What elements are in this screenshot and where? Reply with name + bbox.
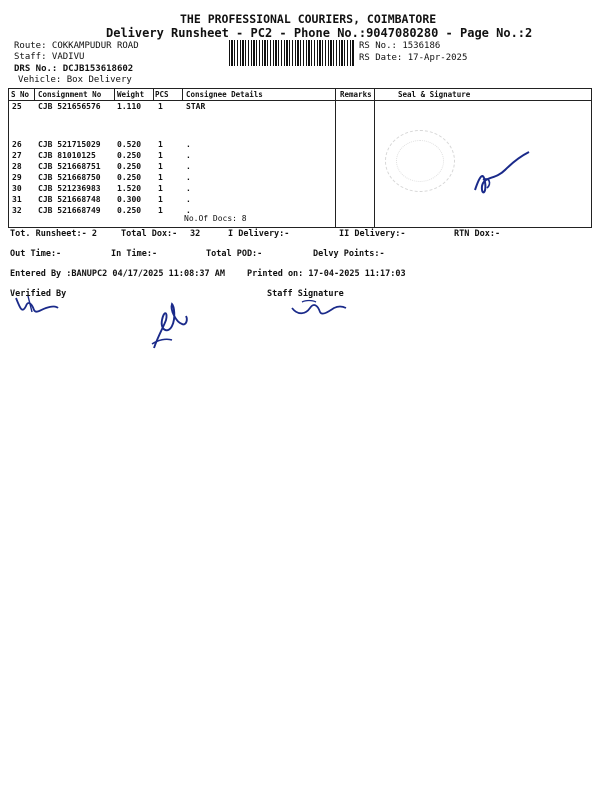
table-row-pcs: 1 [158,173,163,182]
table-row-sno: 28 [12,162,22,171]
barcode [229,40,355,66]
recipient-signature [465,150,535,200]
table-row-details: . [186,162,191,171]
table-row-weight: 0.250 [117,173,142,182]
table-row-weight: 0.520 [117,140,142,149]
total-dox-label: Total Dox:- [121,229,178,239]
table-row-consignment: CJB 521668749 [38,206,101,215]
staff-text: Staff: VADIVU [14,52,85,62]
delvy-points: Delvy Points:- [313,249,385,259]
table-row-weight: 0.300 [117,195,142,204]
table-row-pcs: 1 [158,162,163,171]
ii-delivery: II Delivery:- [339,229,406,239]
drs-number: DRS No.: DCJB153618602 [14,64,134,74]
verifier-signature-1 [12,292,62,320]
total-pod: Total POD:- [206,249,263,259]
table-row-sno: 30 [12,184,22,193]
table-row-sno: 29 [12,173,22,182]
table-row-pcs: 1 [158,184,163,193]
table-row-sno: 25 [12,102,22,111]
table-row-consignment: CJB 81010125 [38,151,96,160]
table-row-consignment: CJB 521668748 [38,195,101,204]
header-pcs: PCS [155,90,169,99]
table-row-consignment: CJB 521668750 [38,173,101,182]
docs-count: No.Of Docs: 8 [184,214,247,223]
staff-signature-label: Staff Signature [267,289,344,299]
table-row-details: . [186,173,191,182]
printed-on: Printed on: 17-04-2025 11:17:03 [247,269,406,279]
table-row-weight: 1.520 [117,184,142,193]
table-row-weight: 0.250 [117,162,142,171]
table-row-consignment: CJB 521668751 [38,162,101,171]
table-row-sno: 32 [12,206,22,215]
table-row-sno: 26 [12,140,22,149]
out-time: Out Time:- [10,249,62,259]
verified-by-label: Verified By [10,289,67,299]
table-row-pcs: 1 [158,151,163,160]
table-row-details: STAR [186,102,206,111]
table-row-pcs: 1 [158,195,163,204]
staff-signature-mark [288,294,348,320]
entered-by: Entered By :BANUPC2 04/17/2025 11:08:37 AM [10,269,225,279]
vehicle-text: Vehicle: Box Delivery [18,75,132,85]
rs-date: RS Date: 17-Apr-2025 [359,53,468,63]
runsheet-title: Delivery Runsheet - PC2 - Phone No.:9047080280 - Page No.:2 [106,26,533,40]
table-row-consignment: CJB 521656576 [38,102,101,111]
table-row-pcs: 1 [158,140,163,149]
header-remarks: Remarks [340,90,372,99]
header-consignment: Consignment No [38,90,102,99]
table-row-weight: 0.250 [117,206,142,215]
total-dox-value: 32 [190,229,201,239]
table-row-sno: 31 [12,195,22,204]
header-seal: Seal & Signature [398,90,471,99]
header-weight: Weight [117,90,145,99]
table-row-weight: 1.110 [117,102,142,111]
company-title: THE PROFESSIONAL COURIERS, COIMBATORE [180,12,437,26]
faded-seal-stamp [385,130,455,192]
table-row-consignment: CJB 521715029 [38,140,101,149]
table-row-details: . [186,184,191,193]
header-sno: S No [11,90,30,99]
table-row-sno: 27 [12,151,22,160]
rs-number: RS No.: 1536186 [359,41,441,51]
verifier-signature-2 [148,300,192,352]
i-delivery: I Delivery:- [228,229,290,239]
table-row-consignment: CJB 521236983 [38,184,101,193]
route-text: Route: COKKAMPUDUR ROAD [14,41,139,51]
table-row-details: . [186,140,191,149]
table-row-details: . [186,195,191,204]
rtn-dox: RTN Dox:- [454,229,501,239]
tot-runsheet: Tot. Runsheet:- 2 [10,229,97,239]
in-time: In Time:- [111,249,158,259]
table-row-details: . [186,206,191,215]
table-row-pcs: 1 [158,206,163,215]
table-row-weight: 0.250 [117,151,142,160]
table-row-pcs: 1 [158,102,163,111]
header-consignee: Consignee Details [186,90,263,99]
table-row-details: . [186,151,191,160]
